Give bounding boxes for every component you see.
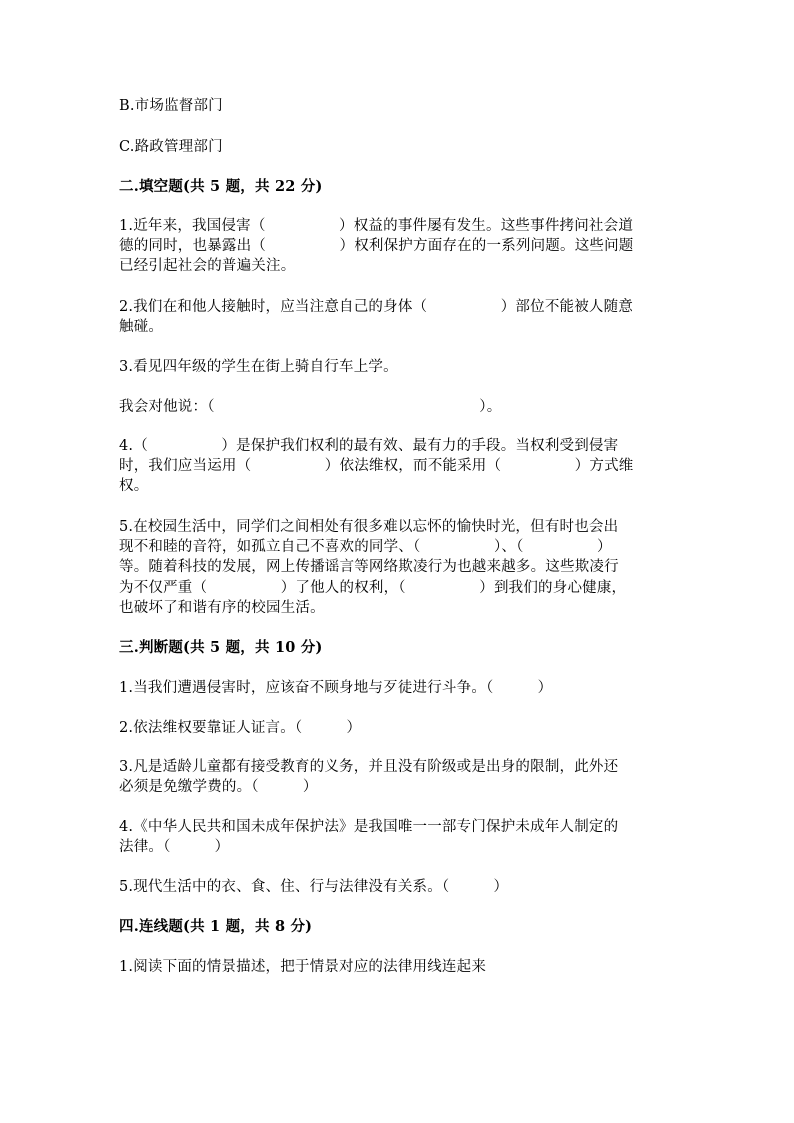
question-text: 我会对他说：（ ）。	[119, 399, 502, 415]
question-text: 1.近年来，我国侵害（ ）权益的事件屡有发生。这些事件拷问社会道	[119, 218, 634, 234]
section-heading-matching: 四.连线题(共 1 题，共 8 分)	[119, 918, 313, 935]
question-text: 权。	[119, 478, 149, 494]
question-text: 必须是免缴学费的。（ ）	[119, 779, 318, 795]
section-heading-fill-blank: 二.填空题(共 5 题，共 22 分)	[119, 178, 323, 195]
question-text: 5.在校园生活中，同学们之间相处有很多难以忘怀的愉快时光，但有时也会出	[119, 519, 619, 535]
question-text: 1.阅读下面的情景描述，把于情景对应的法律用线连起来	[119, 959, 487, 975]
option-b: B.市场监督部门	[119, 98, 223, 114]
question-text: 3.看见四年级的学生在街上骑自行车上学。	[119, 359, 398, 375]
question-text: 已经引起社会的普遍关注。	[119, 258, 296, 274]
question-text: 1.当我们遭遇侵害时，应该奋不顾身地与歹徒进行斗争。（ ）	[119, 680, 553, 696]
question-text: 4.《中华人民共和国未成年保护法》是我国唯一一部专门保护未成年人制定的	[119, 819, 619, 835]
question-text: 现不和睦的音符，如孤立自己不喜欢的同学、（ ）、（ ）	[119, 539, 612, 555]
section-heading-true-false: 三.判断题(共 5 题，共 10 分)	[119, 639, 323, 656]
question-text: 3.凡是适龄儿童都有接受教育的义务，并且没有阶级或是出身的限制，此外还	[119, 759, 619, 775]
question-text: 4.（ ）是保护我们权利的最有效、最有力的手段。当权利受到侵害	[119, 438, 619, 454]
question-text: 2.依法维权要靠证人证言。（ ）	[119, 720, 362, 736]
question-text: 等。随着科技的发展，网上传播谣言等网络欺凌行为也越来越多。这些欺凌行	[119, 559, 619, 575]
question-text: 触碰。	[119, 319, 164, 335]
question-text: 法律。（ ）	[119, 839, 230, 855]
question-text: 德的同时，也暴露出（ ）权利保护方面存在的一系列问题。这些问题	[119, 238, 634, 254]
question-text: 也破坏了和谐有序的校园生活。	[119, 600, 325, 616]
question-text: 2.我们在和他人接触时，应当注意自己的身体（ ）部位不能被人随意	[119, 299, 634, 315]
question-text: 为不仅严重（ ）了他人的权利，（ ）到我们的身心健康，	[119, 580, 627, 596]
question-text: 时，我们应当运用（ ）依法维权，而不能采用（ ）方式维	[119, 458, 634, 474]
option-c: C.路政管理部门	[119, 139, 223, 155]
question-text: 5.现代生活中的衣、食、住、行与法律没有关系。（ ）	[119, 879, 509, 895]
